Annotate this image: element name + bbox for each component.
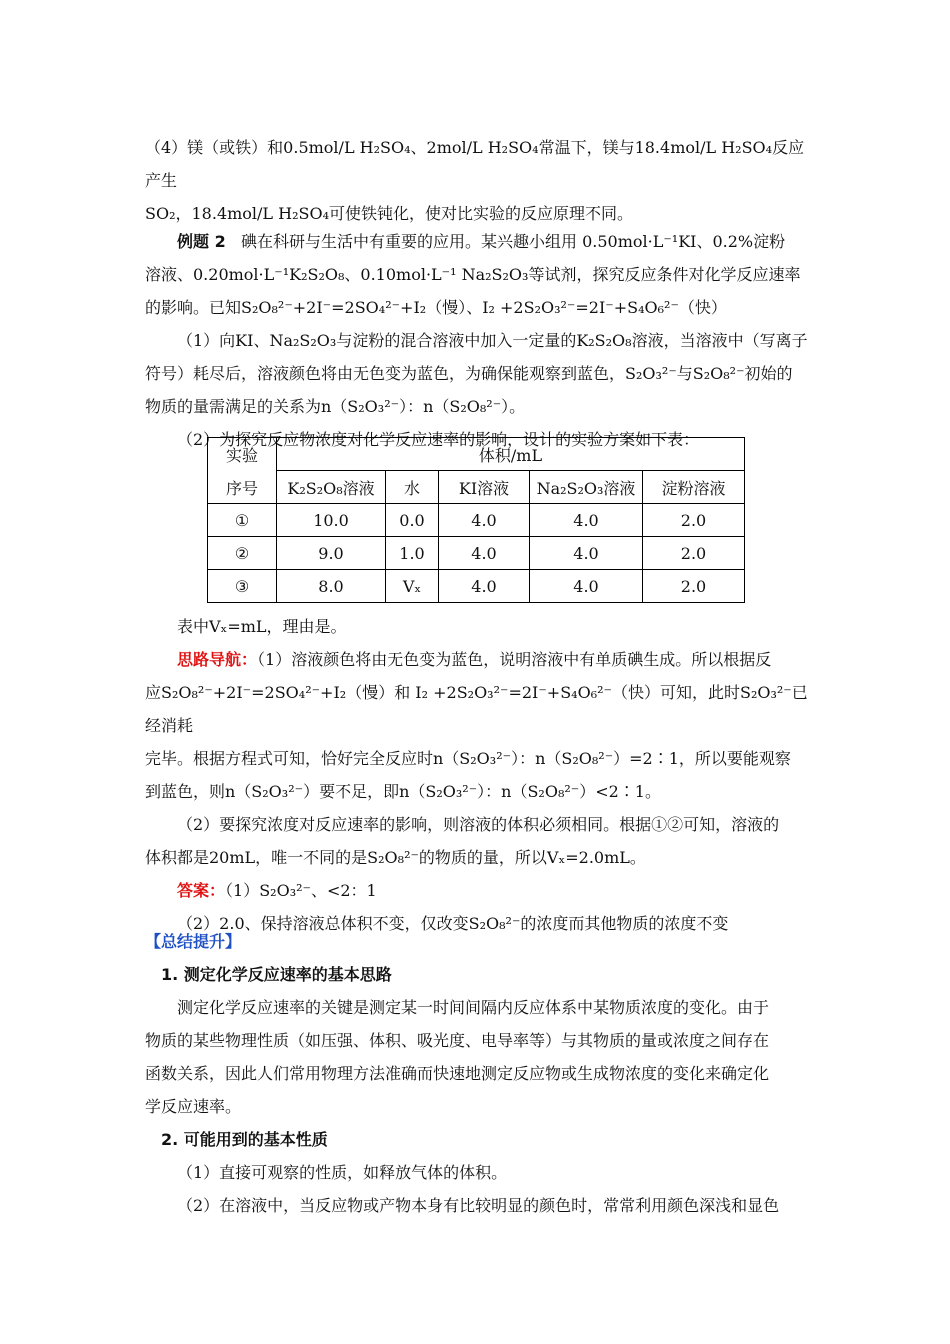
guide-label: 思路导航： — [177, 650, 258, 669]
table-row — [208, 504, 745, 537]
text-line: （4）镁（或铁）和0.5mol/L H₂SO₄、2mol/L H₂SO₄常温下，镁与18.4mol/L H₂SO₄反应产生 — [145, 138, 805, 190]
table-cell: 0.0 — [386, 504, 439, 537]
guide-first-line — [145, 643, 813, 676]
column-header: 淀粉溶液 — [643, 471, 745, 504]
question-2-line: （2）为探究反应物浓度对化学反应速率的影响，设计的实验方案如下表： — [177, 430, 700, 449]
table-cell: 1.0 — [386, 537, 439, 570]
row-seq: ③ — [208, 570, 277, 603]
table-cell: 10.0 — [277, 504, 386, 537]
text-line: 学反应速率。 — [145, 1097, 242, 1116]
text-line: 应S₂O₈²⁻+2I⁻=2SO₄²⁻+I₂（慢）和 I₂ +2S₂O₃²⁻=2I⁻+S₄O₆²⁻（快）可知，此时S₂O₃²⁻已经消耗 — [145, 683, 808, 735]
section-2-heading: 2. 可能用到的基本性质 — [161, 1130, 328, 1149]
table-row — [208, 570, 745, 603]
example-2-first-line — [145, 225, 813, 258]
summary-section — [145, 925, 813, 1222]
table-cell: 4.0 — [530, 537, 643, 570]
seq-header-cell — [208, 438, 277, 504]
table-cell: 2.0 — [643, 537, 745, 570]
row-seq: ② — [208, 537, 277, 570]
text-line: 物质的某些物理性质（如压强、体积、吸光度、电导率等）与其物质的量或浓度之间存在 — [145, 1031, 770, 1050]
table-cell: 4.0 — [530, 570, 643, 603]
table-cell: 4.0 — [530, 504, 643, 537]
table-cell: 8.0 — [277, 570, 386, 603]
text-line: （2）在溶液中，当反应物或产物本身有比较明显的颜色时，常常利用颜色深浅和显色 — [177, 1196, 780, 1215]
text-line: （1）溶液颜色将由无色变为蓝色，说明溶液中有单质碘生成。所以根据反 — [257, 650, 772, 669]
table-cell: Vₓ — [386, 570, 439, 603]
text-line: （2）2.0、保持溶液总体积不变，仅改变S₂O₈²⁻的浓度而其他物质的浓度不变 — [177, 914, 729, 933]
table-cell: 4.0 — [439, 504, 530, 537]
table-row — [208, 537, 745, 570]
table-cell: 9.0 — [277, 537, 386, 570]
column-header: KI溶液 — [439, 471, 530, 504]
text-line: 完毕。根据方程式可知，恰好完全反应时n（S₂O₃²⁻）：n（S₂O₈²⁻）=2∶1，所以要能观察 — [145, 749, 791, 768]
text-line: 符号）耗尽后，溶液颜色将由无色变为蓝色，为确保能观察到蓝色，S₂O₃²⁻与S₂O₈²⁻初始的 — [145, 364, 793, 383]
after-table-line: 表中Vₓ=mL，理由是。 — [177, 617, 347, 636]
example-label: 例题 2 — [177, 232, 226, 251]
text-line: SO₂，18.4mol/L H₂SO₄可使铁钝化，使对比实验的反应原理不同。 — [145, 204, 634, 223]
text-line: 体积都是20mL，唯一不同的是S₂O₈²⁻的物质的量，所以Vₓ=2.0mL。 — [145, 848, 646, 867]
question-1-line: （1）向KI、Na₂S₂O₃与淀粉的混合溶液中加入一定量的K₂S₂O₈溶液，当溶液中（写离子 — [177, 331, 808, 350]
text-line: 碘在科研与生活中有重要的应用。某兴趣小组用 0.50mol·L⁻¹KI、0.2%淀粉 — [240, 232, 786, 251]
table-cell: 4.0 — [439, 537, 530, 570]
answer-first-line — [145, 874, 813, 907]
paragraph-q4-answer — [145, 131, 813, 230]
table-cell: 2.0 — [643, 570, 745, 603]
row-seq: ① — [208, 504, 277, 537]
example-2 — [145, 225, 813, 456]
text-line: 函数关系，因此人们常用物理方法准确而快速地测定反应物或生成物浓度的变化来确定化 — [145, 1064, 770, 1083]
text-line: 到蓝色，则n（S₂O₃²⁻）要不足，即n（S₂O₃²⁻）：n（S₂O₈²⁻）<2∶1。 — [145, 782, 661, 801]
column-header: Na₂S₂O₃溶液 — [530, 471, 643, 504]
text-line: 物质的量需满足的关系为n（S₂O₃²⁻）：n（S₂O₈²⁻）。 — [145, 397, 526, 416]
volume-header: 体积/mL — [277, 438, 745, 471]
text-line: （1）直接可观察的性质，如释放气体的体积。 — [177, 1163, 508, 1182]
table-cell: 2.0 — [643, 504, 745, 537]
experiment-table — [207, 437, 745, 603]
summary-heading: 【总结提升】 — [145, 932, 242, 951]
seq-header-1: 实验 — [225, 445, 258, 465]
column-header: K₂S₂O₈溶液 — [277, 471, 386, 504]
text-line: （1）S₂O₃²⁻、<2：1 — [225, 881, 377, 900]
table-cell: 4.0 — [439, 570, 530, 603]
answer-label: 答案： — [177, 881, 226, 900]
section-1-heading: 1. 测定化学反应速率的基本思路 — [161, 965, 392, 984]
seq-header-2: 序号 — [225, 478, 258, 498]
text-line: 溶液、0.20mol·L⁻¹K₂S₂O₈、0.10mol·L⁻¹ Na₂S₂O₃等试剂，探究反应条件对化学反应速率 — [145, 265, 801, 284]
analysis-section — [145, 610, 813, 940]
text-line: （2）要探究浓度对反应速率的影响，则溶液的体积必须相同。根据①②可知，溶液的 — [177, 815, 780, 834]
text-line: 测定化学反应速率的关键是测定某一时间间隔内反应体系中某物质浓度的变化。由于 — [177, 998, 770, 1017]
column-header: 水 — [386, 471, 439, 504]
text-line: 的影响。已知S₂O₈²⁻+2I⁻=2SO₄²⁻+I₂（慢）、I₂ +2S₂O₃²⁻=2I⁻+S₄O₆²⁻（快） — [145, 298, 727, 317]
